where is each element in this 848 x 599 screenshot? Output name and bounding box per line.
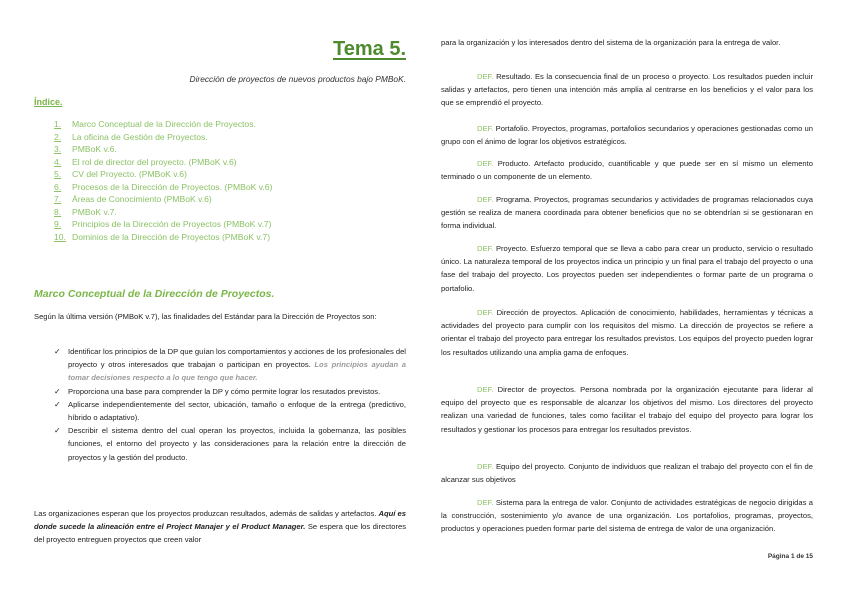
definition-sistema: DEF. Sistema para la entrega de valor. Conjunto de actividades estratégicas de negocio dirigidas a la construcción, sostenimiento y/o avance de una organización. Los portafolios, programas, proyectos, productos y operaciones pueden formar parte del sistema de entrega de valor de una organización. — [441, 498, 813, 534]
page-title: Tema 5. — [333, 38, 406, 60]
definition-programa: DEF. Programa. Proyectos, programas secundarios y actividades de programas relacionados cuya gestión se realiza de manera coordinada para obtener beneficios que no se obtendrían si se gestionaran en forma individual. — [441, 195, 813, 231]
definition-direccion: DEF. Dirección de proyectos. Aplicación de conocimiento, habilidades, herramientas y técnicas a actividades del proyecto para cumplir con los requisitos del mismo. La dirección de proyectos se refiere a orientar el trabajo del proyecto para entregar los resultados previstos. Los equipos del proyecto pueden lograr los resultados utilizando una amplia gama de enfoques. — [441, 308, 813, 357]
definition-proyecto: DEF. Proyecto. Esfuerzo temporal que se lleva a cabo para crear un producto, servicio o resultado único. La naturaleza temporal de los proyectos indica un principio y un final para el trabajo del proyecto o una fase del trabajo del proyecto. Los proyectos pueden ser independientes o formar parte de un programa o portafolio. — [441, 244, 813, 293]
definition-equipo: DEF. Equipo del proyecto. Conjunto de individuos que realizan el trabajo del proyecto con el fin de alcanzar sus objetivos — [441, 462, 813, 485]
definition-portafolio: DEF. Portafolio. Proyectos, programas, portafolios secundarios y operaciones gestionadas como un grupo con el ánimo de lograr los objetivos estratégicos. — [441, 124, 813, 147]
toc-item[interactable]: 7. Áreas de Conocimiento (PMBoK v.6) — [54, 194, 212, 204]
checkmark-icon: ✓ — [54, 347, 61, 356]
toc-item[interactable]: 3. PMBoK v.6. — [54, 144, 117, 154]
toc-item[interactable]: 8. PMBoK v.7. — [54, 206, 117, 217]
checkmark-icon: ✓ — [54, 426, 61, 436]
intro-paragraph: Según la última versión (PMBoK v.7), las finalidades del Estándar para la Dirección de Proyectos son: — [34, 312, 377, 321]
toc-item[interactable]: 6. Procesos de la Dirección de Proyectos. (PMBoK v.6) — [54, 181, 273, 192]
list-item: ✓ Aplicarse independientemente del sector, ubicación, tamaño o enfoque de la entrega (predictivo, híbrido o adaptativo). — [54, 399, 406, 423]
checkmark-icon: ✓ — [54, 386, 61, 396]
organizations-paragraph: Las organizaciones esperan que los proyectos produzcan resultados, además de salidas y artefactos. Aquí es donde sucede la alineación entre el Project Manajer y el Product Manager. Se espera que los directores del proyecto entreguen proyectos que creen valor — [34, 509, 406, 545]
checkmark-icon: ✓ — [54, 399, 61, 409]
emphasis-text: Aquí es donde sucede la alineación entre el Project Manajer y el Product Manager. — [34, 509, 406, 532]
definition-producto: DEF. Producto. Artefacto producido, cuantificable y que puede ser en sí mismo un elemento terminado o un componente de un elemento. — [441, 159, 813, 182]
list-item: ✓ Identificar los principios de la DP que guían los comportamientos y acciones de los profesionales del proyecto y otros interesados que trabajan o participan en proyectos. Los principios ayudan a tomar decisiones respecto a lo que tengo que hacer. — [54, 347, 406, 383]
list-item: ✓ Describir el sistema dentro del cual operan los proyectos, incluida la gobernanza, las posibles funciones, el entorno del proyecto y las consideraciones para la relación entre la dirección de proyectos y la gestión del producto. — [54, 426, 406, 462]
index-heading: Índice. — [34, 97, 63, 107]
bullet-note: Los principios ayudan a tomar decisiones respecto a lo que tengo que hacer. — [68, 360, 406, 383]
toc-item[interactable]: 4. El rol de director del proyecto. (PMBoK v.6) — [54, 156, 237, 167]
toc-item[interactable]: 1. Marco Conceptual de la Dirección de Proyectos. — [54, 119, 256, 129]
toc-item[interactable]: 10. Dominios de la Dirección de Proyectos (PMBoK v.7) — [54, 231, 271, 242]
goals-list — [54, 345, 406, 464]
toc-item[interactable]: 5. CV del Proyecto. (PMBoK v.6) — [54, 169, 187, 179]
page-number: Página 1 de 15 — [767, 553, 813, 560]
definition-director: DEF. Director de proyectos. Persona nombrada por la organización ejecutante para liderar al equipo del proyecto que es responsable de alcanzar los objetivos del mismo. Los directores del proyecto realizan una variedad de funciones, tales como facilitar el trabajo del equipo del proyecto para lograr los resultados y gestionar los procesos para entregar los resultados previstos. — [441, 385, 813, 434]
section-heading: Marco Conceptual de la Dirección de Proyectos. — [34, 288, 275, 300]
definition-resultado: DEF. Resultado. Es la consecuencia final de un proceso o proyecto. Los resultados pueden incluir salidas y artefactos, pero tienen una intención más amplia al centrarse en los beneficios y el valor para los que se emprendió el proyecto. — [441, 72, 813, 108]
toc-item[interactable]: 2. La oficina de Gestión de Proyectos. — [54, 131, 208, 142]
continuation-paragraph: para la organización y los interesados dentro del sistema de la organización para la entrega de valor. — [441, 38, 781, 47]
toc-item[interactable]: 9. Principios de la Dirección de Proyectos (PMBoK v.7) — [54, 219, 272, 229]
page-subtitle: Dirección de proyectos de nuevos productos bajo PMBoK. — [189, 74, 406, 84]
table-of-contents — [54, 118, 394, 243]
list-item: ✓ Proporciona una base para comprender la DP y cómo permite lograr los resutados previstos. — [54, 385, 406, 398]
